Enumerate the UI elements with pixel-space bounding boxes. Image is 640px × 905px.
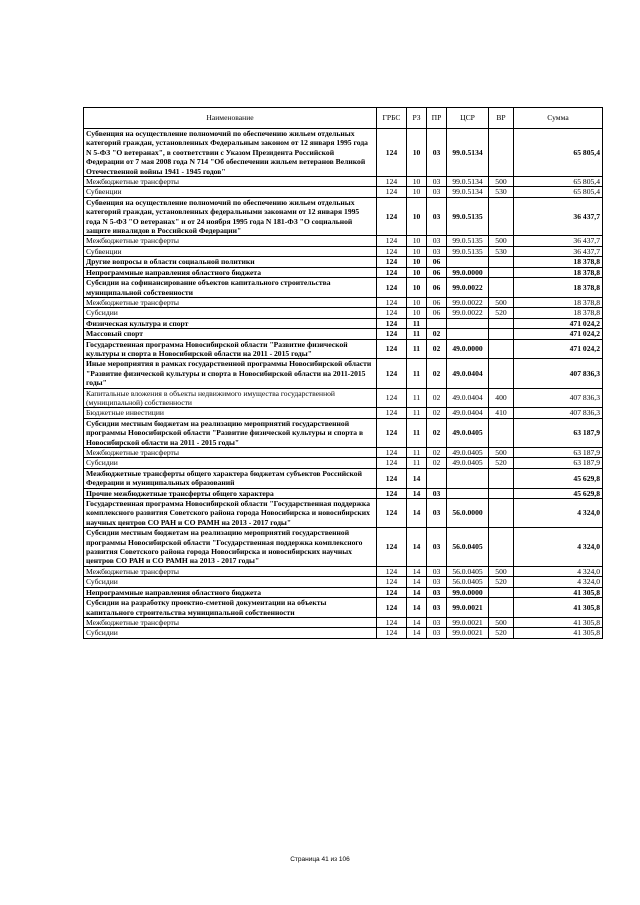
cell-sum: 36 437,7 bbox=[514, 197, 603, 236]
cell-grbs: 124 bbox=[377, 577, 407, 587]
header-name: Наименование bbox=[84, 108, 377, 129]
cell-name: Субсидии местным бюджетам на реализацию мероприятий государственной программы Новосибирской области "Развитие физической культуры и спорта в Новосибирской области на 2011 - 2015 годы" bbox=[84, 418, 377, 447]
cell-vr bbox=[489, 197, 514, 236]
cell-pr: 03 bbox=[427, 246, 447, 256]
header-rz: РЗ bbox=[407, 108, 427, 129]
cell-sum: 36 437,7 bbox=[514, 246, 603, 256]
cell-vr bbox=[489, 468, 514, 488]
cell-csr: 49.0.0405 bbox=[447, 448, 489, 458]
cell-vr: 520 bbox=[489, 577, 514, 587]
cell-pr: 03 bbox=[427, 628, 447, 638]
table-row bbox=[84, 528, 603, 567]
table-row bbox=[84, 408, 603, 418]
cell-sum: 45 629,8 bbox=[514, 488, 603, 498]
table-row bbox=[84, 628, 603, 638]
table-row bbox=[84, 587, 603, 597]
cell-grbs: 124 bbox=[377, 257, 407, 267]
table-row bbox=[84, 617, 603, 627]
cell-pr: 03 bbox=[427, 566, 447, 576]
cell-rz: 14 bbox=[407, 528, 427, 567]
cell-grbs: 124 bbox=[377, 566, 407, 576]
cell-vr: 530 bbox=[489, 246, 514, 256]
cell-name: Субсидии местным бюджетам на реализацию мероприятий государственной программы Новосибирской области "Государственная поддержка комплексного развития Советского района города Новосибирска и новосибирских научных центров СО РАН и СО РАМН на 2013 - 2017 годы" bbox=[84, 528, 377, 567]
cell-rz: 10 bbox=[407, 187, 427, 197]
table-row bbox=[84, 318, 603, 328]
cell-sum: 18 378,8 bbox=[514, 257, 603, 267]
cell-sum: 41 305,8 bbox=[514, 598, 603, 618]
cell-pr: 02 bbox=[427, 388, 447, 408]
cell-vr: 500 bbox=[489, 177, 514, 187]
cell-csr bbox=[447, 329, 489, 339]
cell-vr: 500 bbox=[489, 448, 514, 458]
cell-csr bbox=[447, 257, 489, 267]
cell-sum: 407 836,3 bbox=[514, 359, 603, 388]
cell-rz: 14 bbox=[407, 598, 427, 618]
cell-pr: 03 bbox=[427, 587, 447, 597]
cell-sum: 471 024,2 bbox=[514, 318, 603, 328]
table-row bbox=[84, 329, 603, 339]
cell-name: Непрограммные направления областного бюджета bbox=[84, 587, 377, 597]
cell-vr: 500 bbox=[489, 297, 514, 307]
table-row bbox=[84, 418, 603, 447]
cell-rz: 14 bbox=[407, 488, 427, 498]
cell-name: Государственная программа Новосибирской области "Государственная поддержка комплексного развития Советского района города Новосибирска и новосибирских научных центров СО РАН и СО РАМН на 2013 - 2017 годы" bbox=[84, 499, 377, 528]
cell-pr bbox=[427, 318, 447, 328]
cell-csr: 56.0.0405 bbox=[447, 528, 489, 567]
cell-csr: 99.0.5134 bbox=[447, 187, 489, 197]
cell-csr: 99.0.5135 bbox=[447, 236, 489, 246]
table-row bbox=[84, 297, 603, 307]
cell-vr bbox=[489, 318, 514, 328]
cell-grbs: 124 bbox=[377, 628, 407, 638]
cell-name: Межбюджетные трансферты bbox=[84, 617, 377, 627]
cell-grbs: 124 bbox=[377, 339, 407, 359]
cell-name: Государственная программа Новосибирской области "Развитие физической культуры и спорта в Новосибирской области на 2011 - 2015 годы" bbox=[84, 339, 377, 359]
header-sum: Сумма bbox=[514, 108, 603, 129]
table-row bbox=[84, 129, 603, 177]
cell-name: Субвенции bbox=[84, 187, 377, 197]
cell-sum: 407 836,3 bbox=[514, 408, 603, 418]
cell-name: Непрограммные направления областного бюджета bbox=[84, 267, 377, 277]
table-row bbox=[84, 566, 603, 576]
budget-table bbox=[83, 107, 603, 639]
cell-sum: 4 324,0 bbox=[514, 566, 603, 576]
table-row bbox=[84, 468, 603, 488]
cell-vr bbox=[489, 488, 514, 498]
cell-csr bbox=[447, 488, 489, 498]
cell-grbs: 124 bbox=[377, 598, 407, 618]
cell-pr: 06 bbox=[427, 308, 447, 318]
header-pr: ПР bbox=[427, 108, 447, 129]
cell-csr: 99.0.0021 bbox=[447, 598, 489, 618]
cell-csr: 49.0.0404 bbox=[447, 388, 489, 408]
table-row bbox=[84, 359, 603, 388]
cell-vr: 400 bbox=[489, 388, 514, 408]
cell-grbs: 124 bbox=[377, 246, 407, 256]
cell-pr: 03 bbox=[427, 236, 447, 246]
cell-vr bbox=[489, 418, 514, 447]
cell-sum: 407 836,3 bbox=[514, 388, 603, 408]
table-row bbox=[84, 488, 603, 498]
table-row bbox=[84, 267, 603, 277]
cell-grbs: 124 bbox=[377, 587, 407, 597]
cell-rz: 11 bbox=[407, 408, 427, 418]
cell-csr: 56.0.0405 bbox=[447, 566, 489, 576]
cell-pr: 02 bbox=[427, 408, 447, 418]
cell-pr: 02 bbox=[427, 448, 447, 458]
cell-rz: 14 bbox=[407, 499, 427, 528]
table-row bbox=[84, 388, 603, 408]
cell-rz: 11 bbox=[407, 339, 427, 359]
cell-vr bbox=[489, 129, 514, 177]
cell-name: Субсидии на софинансирование объектов капитального строительства муниципальной собственности bbox=[84, 278, 377, 298]
cell-rz: 11 bbox=[407, 458, 427, 468]
cell-pr: 06 bbox=[427, 267, 447, 277]
cell-name: Массовый спорт bbox=[84, 329, 377, 339]
cell-name: Межбюджетные трансферты общего характера бюджетам субъектов Российской Федерации и муниципальных образований bbox=[84, 468, 377, 488]
cell-csr: 99.0.0022 bbox=[447, 278, 489, 298]
cell-pr: 03 bbox=[427, 177, 447, 187]
cell-pr: 03 bbox=[427, 129, 447, 177]
cell-grbs: 124 bbox=[377, 468, 407, 488]
cell-pr: 03 bbox=[427, 577, 447, 587]
cell-name: Межбюджетные трансферты bbox=[84, 448, 377, 458]
cell-vr: 500 bbox=[489, 566, 514, 576]
cell-name: Субвенция на осуществление полномочий по обеспечению жильем отдельных категорий граждан, установленных федеральными законами от 12 января 1995 года N 5-ФЗ "О ветеранах" и от 24 ноября 1995 года N 181-ФЗ "О социальной защите инвалидов в Российской Федерации" bbox=[84, 197, 377, 236]
cell-sum: 45 629,8 bbox=[514, 468, 603, 488]
cell-pr: 06 bbox=[427, 257, 447, 267]
cell-vr bbox=[489, 587, 514, 597]
cell-name: Физическая культура и спорт bbox=[84, 318, 377, 328]
table-row bbox=[84, 197, 603, 236]
cell-csr: 49.0.0404 bbox=[447, 408, 489, 418]
cell-rz: 14 bbox=[407, 587, 427, 597]
cell-vr bbox=[489, 329, 514, 339]
cell-grbs: 124 bbox=[377, 187, 407, 197]
cell-rz: 11 bbox=[407, 418, 427, 447]
table-row bbox=[84, 177, 603, 187]
cell-rz: 10 bbox=[407, 267, 427, 277]
cell-rz: 14 bbox=[407, 628, 427, 638]
cell-vr: 500 bbox=[489, 617, 514, 627]
table-row bbox=[84, 257, 603, 267]
cell-vr bbox=[489, 257, 514, 267]
cell-rz: 10 bbox=[407, 129, 427, 177]
table-row bbox=[84, 278, 603, 298]
cell-csr: 99.0.0000 bbox=[447, 267, 489, 277]
cell-csr: 99.0.5134 bbox=[447, 177, 489, 187]
cell-grbs: 124 bbox=[377, 528, 407, 567]
cell-csr: 49.0.0404 bbox=[447, 359, 489, 388]
cell-grbs: 124 bbox=[377, 458, 407, 468]
cell-rz: 11 bbox=[407, 329, 427, 339]
cell-grbs: 124 bbox=[377, 388, 407, 408]
cell-sum: 4 324,0 bbox=[514, 577, 603, 587]
cell-sum: 41 305,8 bbox=[514, 617, 603, 627]
cell-rz: 11 bbox=[407, 388, 427, 408]
cell-csr: 99.0.0021 bbox=[447, 628, 489, 638]
cell-pr: 02 bbox=[427, 458, 447, 468]
cell-name: Бюджетные инвестиции bbox=[84, 408, 377, 418]
cell-csr: 56.0.0000 bbox=[447, 499, 489, 528]
cell-rz: 14 bbox=[407, 566, 427, 576]
cell-vr: 520 bbox=[489, 628, 514, 638]
cell-csr: 99.0.0021 bbox=[447, 617, 489, 627]
cell-grbs: 124 bbox=[377, 617, 407, 627]
cell-sum: 41 305,8 bbox=[514, 628, 603, 638]
cell-pr bbox=[427, 468, 447, 488]
table-header-row bbox=[84, 108, 603, 129]
cell-sum: 65 805,4 bbox=[514, 187, 603, 197]
cell-rz: 10 bbox=[407, 297, 427, 307]
cell-pr: 02 bbox=[427, 339, 447, 359]
cell-sum: 63 187,9 bbox=[514, 458, 603, 468]
cell-sum: 65 805,4 bbox=[514, 177, 603, 187]
cell-vr: 520 bbox=[489, 308, 514, 318]
cell-csr: 99.0.0000 bbox=[447, 587, 489, 597]
cell-csr: 56.0.0405 bbox=[447, 577, 489, 587]
cell-name: Другие вопросы в области социальной политики bbox=[84, 257, 377, 267]
cell-sum: 41 305,8 bbox=[514, 587, 603, 597]
cell-rz: 14 bbox=[407, 617, 427, 627]
cell-rz: 10 bbox=[407, 308, 427, 318]
table-row bbox=[84, 308, 603, 318]
cell-csr: 49.0.0000 bbox=[447, 339, 489, 359]
cell-grbs: 124 bbox=[377, 308, 407, 318]
cell-vr: 410 bbox=[489, 408, 514, 418]
cell-name: Прочие межбюджетные трансферты общего характера bbox=[84, 488, 377, 498]
cell-name: Иные мероприятия в рамках государственной программы Новосибирской области "Развитие физической культуры и спорта в Новосибирской области на 2011-2015 годы" bbox=[84, 359, 377, 388]
cell-sum: 4 324,0 bbox=[514, 499, 603, 528]
cell-grbs: 124 bbox=[377, 297, 407, 307]
cell-rz: 11 bbox=[407, 448, 427, 458]
cell-grbs: 124 bbox=[377, 278, 407, 298]
cell-sum: 18 378,8 bbox=[514, 308, 603, 318]
cell-grbs: 124 bbox=[377, 267, 407, 277]
table-row bbox=[84, 577, 603, 587]
cell-grbs: 124 bbox=[377, 329, 407, 339]
cell-sum: 36 437,7 bbox=[514, 236, 603, 246]
cell-csr: 99.0.5135 bbox=[447, 246, 489, 256]
cell-vr bbox=[489, 359, 514, 388]
cell-grbs: 124 bbox=[377, 488, 407, 498]
cell-csr bbox=[447, 318, 489, 328]
cell-rz: 10 bbox=[407, 278, 427, 298]
cell-csr: 49.0.0405 bbox=[447, 418, 489, 447]
cell-grbs: 124 bbox=[377, 236, 407, 246]
cell-pr: 02 bbox=[427, 329, 447, 339]
cell-rz: 14 bbox=[407, 468, 427, 488]
cell-rz: 14 bbox=[407, 577, 427, 587]
cell-name: Капитальные вложения в объекты недвижимого имущества государственной (муниципальной) собственности bbox=[84, 388, 377, 408]
cell-rz: 11 bbox=[407, 359, 427, 388]
cell-csr: 99.0.0022 bbox=[447, 308, 489, 318]
cell-csr: 99.0.5134 bbox=[447, 129, 489, 177]
cell-rz: 10 bbox=[407, 177, 427, 187]
cell-vr: 530 bbox=[489, 187, 514, 197]
cell-vr bbox=[489, 528, 514, 567]
cell-rz: 10 bbox=[407, 197, 427, 236]
cell-vr: 500 bbox=[489, 236, 514, 246]
table-row bbox=[84, 458, 603, 468]
cell-sum: 18 378,8 bbox=[514, 278, 603, 298]
cell-name: Субвенции bbox=[84, 246, 377, 256]
table-row bbox=[84, 246, 603, 256]
cell-name: Межбюджетные трансферты bbox=[84, 566, 377, 576]
cell-csr: 99.0.5135 bbox=[447, 197, 489, 236]
cell-pr: 06 bbox=[427, 278, 447, 298]
header-grbs: ГРБС bbox=[377, 108, 407, 129]
table-row bbox=[84, 598, 603, 618]
cell-csr bbox=[447, 468, 489, 488]
cell-grbs: 124 bbox=[377, 129, 407, 177]
page-number: Страница 41 из 106 bbox=[290, 856, 350, 863]
cell-csr: 49.0.0405 bbox=[447, 458, 489, 468]
cell-grbs: 124 bbox=[377, 177, 407, 187]
cell-name: Межбюджетные трансферты bbox=[84, 177, 377, 187]
cell-name: Субсидии bbox=[84, 628, 377, 638]
cell-grbs: 124 bbox=[377, 318, 407, 328]
cell-sum: 4 324,0 bbox=[514, 528, 603, 567]
cell-sum: 18 378,8 bbox=[514, 297, 603, 307]
cell-grbs: 124 bbox=[377, 418, 407, 447]
table-row bbox=[84, 448, 603, 458]
cell-pr: 03 bbox=[427, 499, 447, 528]
cell-pr: 02 bbox=[427, 418, 447, 447]
cell-sum: 471 024,2 bbox=[514, 339, 603, 359]
cell-sum: 471 024,2 bbox=[514, 329, 603, 339]
header-csr: ЦСР bbox=[447, 108, 489, 129]
cell-csr: 99.0.0022 bbox=[447, 297, 489, 307]
cell-pr: 06 bbox=[427, 297, 447, 307]
cell-pr: 03 bbox=[427, 528, 447, 567]
cell-rz: 10 bbox=[407, 236, 427, 246]
cell-rz: 11 bbox=[407, 318, 427, 328]
table-body bbox=[84, 129, 603, 639]
cell-name: Межбюджетные трансферты bbox=[84, 236, 377, 246]
cell-name: Субсидии bbox=[84, 308, 377, 318]
cell-sum: 18 378,8 bbox=[514, 267, 603, 277]
cell-pr: 03 bbox=[427, 617, 447, 627]
cell-name: Субсидии bbox=[84, 577, 377, 587]
cell-pr: 03 bbox=[427, 598, 447, 618]
cell-name: Межбюджетные трансферты bbox=[84, 297, 377, 307]
table-row bbox=[84, 236, 603, 246]
cell-pr: 03 bbox=[427, 488, 447, 498]
cell-name: Субсидии на разработку проектно-сметной документации на объекты капитального строительства муниципальной собственности bbox=[84, 598, 377, 618]
table-row bbox=[84, 499, 603, 528]
cell-sum: 63 187,9 bbox=[514, 448, 603, 458]
cell-rz: 10 bbox=[407, 246, 427, 256]
cell-vr bbox=[489, 339, 514, 359]
cell-pr: 03 bbox=[427, 187, 447, 197]
table-row bbox=[84, 339, 603, 359]
cell-vr: 520 bbox=[489, 458, 514, 468]
cell-sum: 65 805,4 bbox=[514, 129, 603, 177]
cell-vr bbox=[489, 499, 514, 528]
cell-pr: 02 bbox=[427, 359, 447, 388]
cell-pr: 03 bbox=[427, 197, 447, 236]
cell-grbs: 124 bbox=[377, 448, 407, 458]
cell-vr bbox=[489, 278, 514, 298]
cell-grbs: 124 bbox=[377, 408, 407, 418]
cell-vr bbox=[489, 598, 514, 618]
cell-vr bbox=[489, 267, 514, 277]
cell-grbs: 124 bbox=[377, 499, 407, 528]
cell-grbs: 124 bbox=[377, 359, 407, 388]
cell-name: Субвенция на осуществление полномочий по обеспечению жильем отдельных категорий граждан, установленных Федеральным законом от 12 января 1995 года N 5-ФЗ "О ветеранах", в соответствии с Указом Президента Российской Федерации от 7 мая 2008 года N 714 "Об обеспечении жильем ветеранов Великой Отечественной войны 1941 - 1945 годов" bbox=[84, 129, 377, 177]
cell-sum: 63 187,9 bbox=[514, 418, 603, 447]
cell-grbs: 124 bbox=[377, 197, 407, 236]
cell-rz: 10 bbox=[407, 257, 427, 267]
cell-name: Субсидии bbox=[84, 458, 377, 468]
header-vr: ВР bbox=[489, 108, 514, 129]
table-row bbox=[84, 187, 603, 197]
